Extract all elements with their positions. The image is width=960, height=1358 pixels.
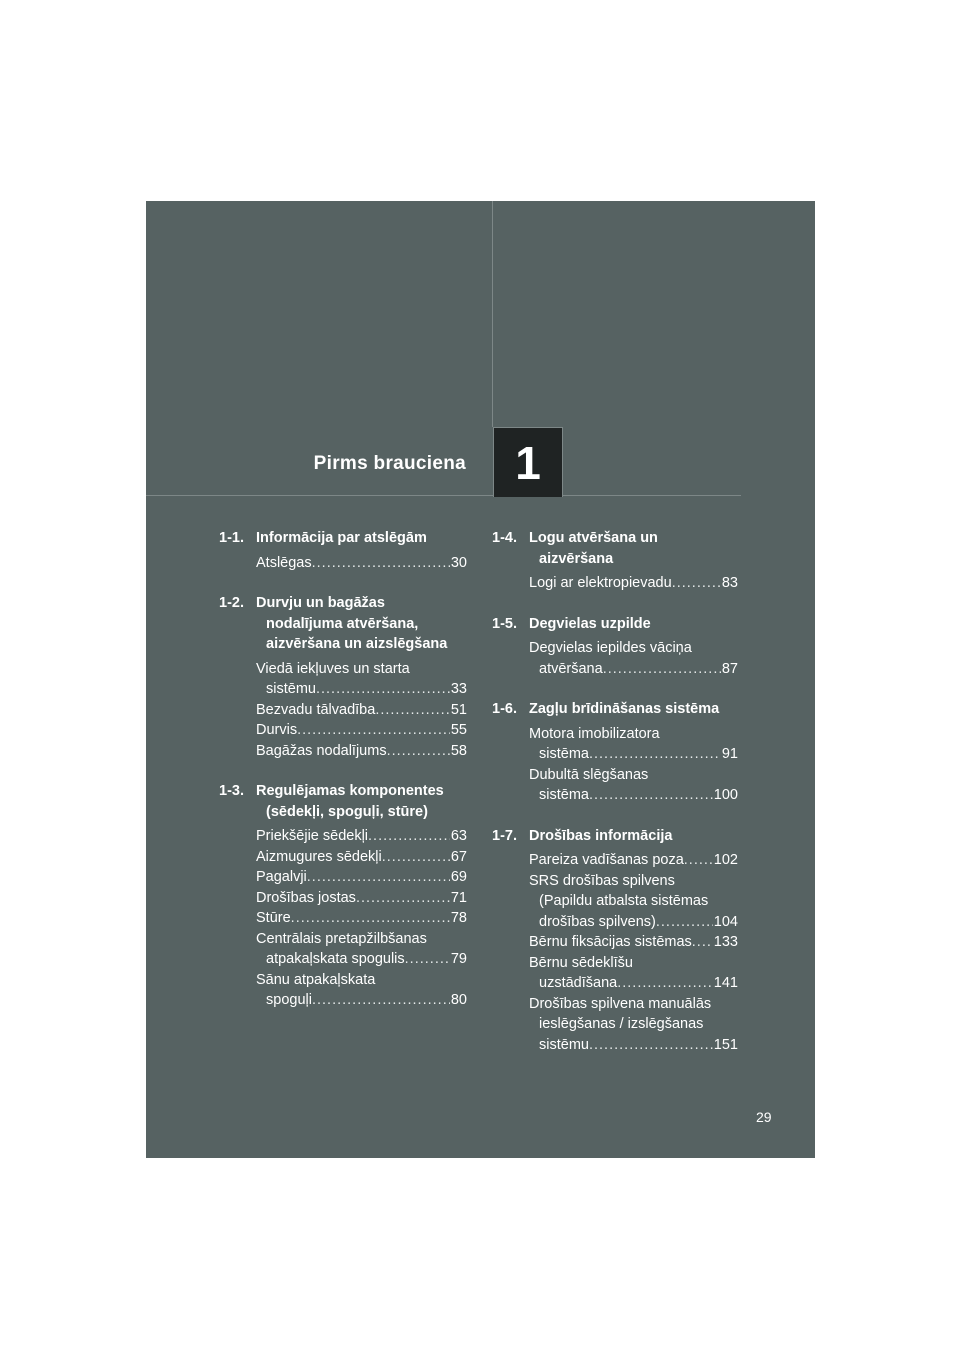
section-title-line: Drošības informācija xyxy=(529,827,673,844)
entry-label-line: Pareiza vadīšanas poza xyxy=(529,852,684,868)
section-title-line: Logu atvēršana un xyxy=(529,530,658,546)
entry-last-line xyxy=(256,990,467,1011)
section-entries xyxy=(219,553,467,574)
toc-entry[interactable] xyxy=(256,826,467,847)
section-title-line: aizvēršana un aizslēgšana xyxy=(266,636,448,652)
section-title xyxy=(529,614,738,635)
entry-last-line xyxy=(256,826,467,847)
entry-last-line xyxy=(256,908,467,929)
toc-section xyxy=(492,826,738,1056)
entry-last-line xyxy=(529,785,738,806)
entry-label xyxy=(529,932,738,953)
entry-label xyxy=(529,994,738,1056)
dot-leader xyxy=(312,990,450,1011)
section-number: 1-4. xyxy=(492,530,517,546)
dot-leader xyxy=(291,908,450,929)
entry-label-line: Durvis xyxy=(256,722,298,738)
entry-label-line: Aizmugures sēdekļi xyxy=(256,848,382,865)
entry-page-number: 104 xyxy=(713,913,738,930)
section-number: 1-7. xyxy=(492,827,517,844)
entry-label-line: Atslēgas xyxy=(256,554,312,571)
dot-leader xyxy=(375,700,450,721)
entry-last-line xyxy=(256,888,467,909)
entry-page-number: 79 xyxy=(450,951,467,967)
entry-label-line: Viedā iekļuves un starta xyxy=(256,660,410,677)
entry-label-line: Drošības jostas xyxy=(256,889,356,906)
toc-entry[interactable] xyxy=(529,765,738,806)
section-title-line: Durvju un bagāžas xyxy=(256,595,385,611)
entry-page-number: 133 xyxy=(713,934,738,950)
entry-label-line: Priekšējie sēdekļi xyxy=(256,828,369,844)
entry-label xyxy=(529,724,738,765)
entry-label-line: spoguļi xyxy=(266,992,312,1008)
entry-page-number: 30 xyxy=(450,554,467,571)
entry-last-line xyxy=(529,932,738,953)
entry-label-line: Degvielas iepildes vāciņa xyxy=(529,640,692,656)
section-heading xyxy=(492,699,738,720)
entry-label-line: Dubultā slēgšanas xyxy=(529,766,649,783)
entry-label-line: Bērnu fiksācijas sistēmas xyxy=(529,934,692,950)
entry-label xyxy=(256,847,467,868)
dot-leader xyxy=(603,659,721,680)
entry-last-line xyxy=(256,553,467,574)
toc-entry[interactable] xyxy=(256,553,467,574)
entry-label xyxy=(529,573,738,594)
section-entries xyxy=(492,573,738,594)
entry-page-number: 102 xyxy=(713,852,738,868)
toc-entry[interactable] xyxy=(256,847,467,868)
entry-label-line: sistēmu xyxy=(266,681,316,697)
section-number: 1-2. xyxy=(219,595,244,611)
section-entries xyxy=(492,850,738,1055)
entry-label-line: SRS drošības spilvens xyxy=(529,872,675,889)
chapter-panel xyxy=(146,201,815,1158)
section-title-line: Regulējamas komponentes xyxy=(256,783,444,799)
entry-page-number: 141 xyxy=(713,975,738,991)
toc-entry[interactable] xyxy=(256,741,467,762)
entry-label xyxy=(529,638,738,679)
entry-last-line xyxy=(256,847,467,868)
section-number: 1-6. xyxy=(492,701,517,717)
section-heading xyxy=(219,593,467,655)
entry-label-line: (Papildu atbalsta sistēmas xyxy=(539,893,709,909)
entry-last-line xyxy=(529,1035,738,1056)
entry-last-line xyxy=(529,850,738,871)
dot-leader xyxy=(312,553,450,574)
entry-label-line: sistēma xyxy=(539,746,589,762)
entry-label-line: Sānu atpakaļskata xyxy=(256,971,376,988)
entry-label-line: Bērnu sēdeklīšu xyxy=(529,954,633,971)
dot-leader xyxy=(387,741,450,762)
section-title-line: Informācija par atslēgām xyxy=(256,530,427,546)
entry-label-line: uzstādīšana xyxy=(539,975,618,991)
toc-entry[interactable] xyxy=(529,871,738,933)
entry-page-number: 71 xyxy=(450,889,467,906)
section-title xyxy=(256,781,467,822)
dot-leader xyxy=(656,912,713,933)
toc-entry[interactable] xyxy=(256,700,467,721)
toc-entry[interactable] xyxy=(529,573,738,594)
entry-label xyxy=(256,888,467,909)
section-title xyxy=(529,826,738,847)
toc-entry[interactable] xyxy=(529,638,738,679)
chapter-number-badge: 1 xyxy=(493,427,563,497)
section-title-line: aizvēršana xyxy=(539,550,614,567)
toc-entry[interactable] xyxy=(256,970,467,1011)
entry-label-line: Drošības spilvena manuālās xyxy=(529,995,712,1012)
toc-entry[interactable] xyxy=(529,994,738,1056)
chapter-title: Pirms brauciena xyxy=(313,453,466,474)
section-title xyxy=(256,593,467,655)
toc-section xyxy=(219,528,467,573)
dot-leader xyxy=(297,720,450,741)
section-title-line: Degvielas uzpilde xyxy=(529,615,651,632)
entry-page-number: 67 xyxy=(450,848,467,865)
entry-label-line: ieslēgšanas / izslēgšanas xyxy=(539,1016,704,1032)
entry-label-line: atpakaļskata spogulis xyxy=(266,951,405,967)
entry-label-line: drošības spilvens) xyxy=(539,913,656,930)
entry-last-line xyxy=(529,744,738,765)
entry-last-line xyxy=(529,573,738,594)
entry-label xyxy=(529,953,738,994)
dot-leader xyxy=(617,973,713,994)
section-title xyxy=(256,528,467,549)
dot-leader xyxy=(405,949,450,970)
dot-leader xyxy=(356,888,450,909)
toc-entry[interactable] xyxy=(256,659,467,700)
entry-label-line: Logi ar elektropievadu xyxy=(529,575,672,591)
section-heading xyxy=(492,826,738,847)
entry-label-line: Bagāžas nodalījums xyxy=(256,742,387,759)
dot-leader xyxy=(589,744,721,765)
section-title-line: (sēdekļi, spoguļi, stūre) xyxy=(266,803,428,820)
entry-last-line xyxy=(256,700,467,721)
entry-label-line: atvēršana xyxy=(539,660,603,677)
section-title-line: Zagļu brīdināšanas sistēma xyxy=(529,701,720,717)
section-title-line: nodalījuma atvēršana, xyxy=(266,615,419,632)
entry-page-number: 55 xyxy=(450,722,467,738)
entry-last-line xyxy=(529,659,738,680)
entry-label-line: sistēmu xyxy=(539,1036,589,1053)
entry-page-number: 33 xyxy=(450,681,467,697)
entry-page-number: 151 xyxy=(713,1036,738,1053)
entry-label xyxy=(256,970,467,1011)
section-number: 1-3. xyxy=(219,783,244,799)
toc-entry[interactable] xyxy=(529,932,738,953)
entry-label-line: Stūre xyxy=(256,910,291,926)
section-number: 1-5. xyxy=(492,615,517,632)
section-heading xyxy=(219,781,467,822)
toc-entry[interactable] xyxy=(256,908,467,929)
entry-page-number: 63 xyxy=(450,828,467,844)
entry-label-line: Centrālais pretapžilbšanas xyxy=(256,930,427,947)
entry-last-line xyxy=(529,912,738,933)
entry-label xyxy=(256,700,467,721)
entry-page-number: 100 xyxy=(713,787,738,803)
entry-page-number: 69 xyxy=(450,869,467,885)
dot-leader xyxy=(307,867,450,888)
section-entries xyxy=(492,724,738,806)
entry-last-line xyxy=(256,949,467,970)
entry-label xyxy=(256,659,467,700)
toc-section xyxy=(492,528,738,594)
entry-label xyxy=(256,826,467,847)
section-entries xyxy=(219,659,467,762)
entry-label-line: Pagalvji xyxy=(256,869,307,885)
section-entries xyxy=(219,826,467,1011)
entry-last-line xyxy=(256,679,467,700)
entry-label xyxy=(529,765,738,806)
entry-page-number: 87 xyxy=(721,660,738,677)
entry-last-line xyxy=(256,720,467,741)
toc-section xyxy=(219,593,467,761)
entry-label xyxy=(256,553,467,574)
entry-page-number: 80 xyxy=(450,992,467,1008)
entry-label xyxy=(529,850,738,871)
toc-entry[interactable] xyxy=(256,867,467,888)
divider-horizontal xyxy=(146,495,741,496)
section-title xyxy=(529,699,738,720)
section-heading xyxy=(492,614,738,635)
toc-entry[interactable] xyxy=(256,720,467,741)
entry-label-line: sistēma xyxy=(539,787,589,803)
divider-vertical xyxy=(492,201,493,427)
section-heading xyxy=(492,528,738,569)
dot-leader xyxy=(684,850,713,871)
dot-leader xyxy=(589,1035,713,1056)
entry-label xyxy=(529,871,738,933)
dot-leader xyxy=(316,679,450,700)
section-heading xyxy=(219,528,467,549)
toc-entry[interactable] xyxy=(256,888,467,909)
entry-label-line: Motora imobilizatora xyxy=(529,725,660,742)
dot-leader xyxy=(382,847,450,868)
entry-page-number: 83 xyxy=(721,575,738,591)
entry-label xyxy=(256,720,467,741)
toc-section xyxy=(492,614,738,680)
dot-leader xyxy=(368,826,450,847)
entry-page-number: 91 xyxy=(721,746,738,762)
entry-label xyxy=(256,929,467,970)
toc-section xyxy=(492,699,738,806)
toc-right-column xyxy=(492,528,738,1075)
dot-leader xyxy=(692,932,713,953)
entry-label xyxy=(256,867,467,888)
section-title xyxy=(529,528,738,569)
page-number: 29 xyxy=(756,1109,772,1125)
toc-entry[interactable] xyxy=(529,724,738,765)
entry-page-number: 78 xyxy=(450,910,467,926)
dot-leader xyxy=(589,785,713,806)
section-entries xyxy=(492,638,738,679)
toc-entry[interactable] xyxy=(256,929,467,970)
toc-section xyxy=(219,781,467,1011)
toc-left-column xyxy=(219,528,467,1031)
toc-entry[interactable] xyxy=(529,850,738,871)
entry-page-number: 51 xyxy=(450,701,467,718)
entry-last-line xyxy=(256,741,467,762)
entry-label xyxy=(256,908,467,929)
section-number: 1-1. xyxy=(219,530,244,546)
toc-entry[interactable] xyxy=(529,953,738,994)
entry-label-line: Bezvadu tālvadība xyxy=(256,701,376,718)
entry-page-number: 58 xyxy=(450,742,467,759)
entry-last-line xyxy=(256,867,467,888)
entry-last-line xyxy=(529,973,738,994)
dot-leader xyxy=(672,573,721,594)
entry-label xyxy=(256,741,467,762)
